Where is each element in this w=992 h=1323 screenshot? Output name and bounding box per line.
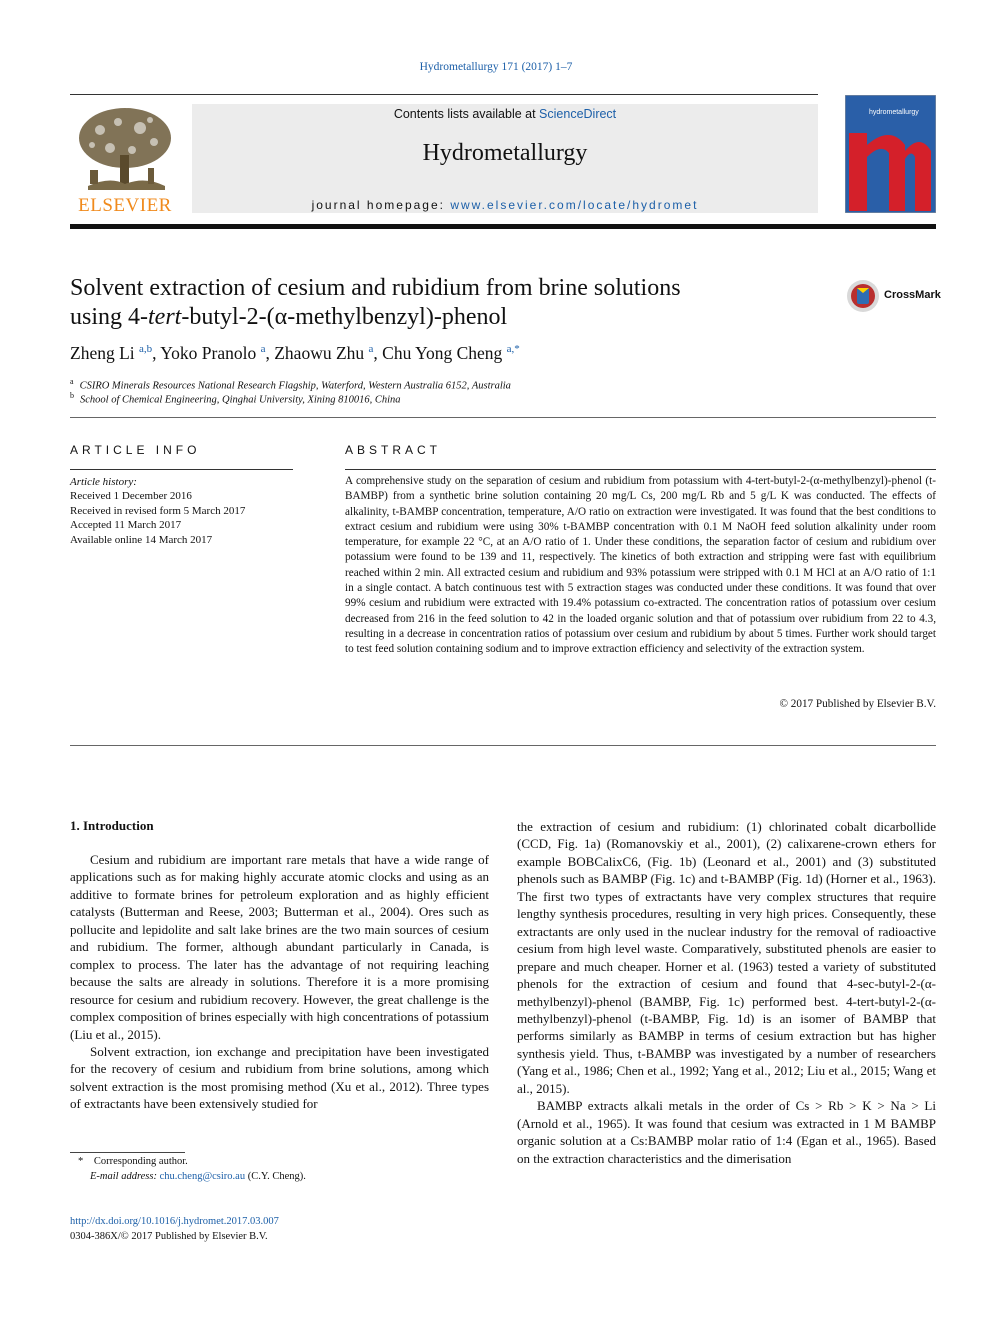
elsevier-wordmark: ELSEVIER [78, 195, 172, 216]
footnote-mark: * [78, 1156, 84, 1167]
affiliation-mark: a [70, 377, 74, 386]
section-rule [70, 745, 936, 746]
abstract-heading: ABSTRACT [345, 443, 442, 457]
body-paragraph: Solvent extraction, ion exchange and precipitation have been investigated for the recovery of cesium and rubidium from brine solutions, among which solvent extraction is the most promising method (Xu et al., 2012). Three types of extractants have been extensively studied for [70, 1043, 489, 1112]
history-entry: Received 1 December 2016 [70, 490, 192, 503]
section-heading: 1. Introduction [70, 818, 154, 833]
author-name[interactable]: Zhaowu Zhu [274, 343, 365, 363]
author-affiliation-mark[interactable]: a [260, 343, 266, 356]
doi-block [70, 1214, 490, 1244]
history-entry: Available online 14 March 2017 [70, 533, 213, 546]
affiliation-mark: b [70, 391, 74, 400]
title-line-1: Solvent extraction of cesium and rubidium from brine solutions [70, 275, 681, 301]
affiliation [70, 391, 930, 406]
author-affiliation-mark[interactable]: a,b [139, 343, 153, 356]
author-name[interactable]: Zheng Li [70, 343, 135, 363]
author-affiliation-mark[interactable]: a [368, 343, 374, 356]
journal-name: Hydrometallurgy [422, 140, 588, 166]
elsevier-logo[interactable] [70, 100, 180, 215]
article-history [70, 475, 300, 547]
body-column-right [517, 818, 936, 1167]
email-note [70, 1169, 490, 1184]
article-info-rule [70, 469, 293, 470]
doi-link[interactable]: http://dx.doi.org/10.1016/j.hydromet.2017.03.007 [70, 1216, 279, 1227]
affiliation [70, 377, 930, 392]
history-entry: Received in revised form 5 March 2017 [70, 504, 246, 517]
footnote-rule [70, 1152, 185, 1153]
body-column-left [70, 851, 489, 1113]
journal-homepage [192, 198, 818, 212]
header-rule [70, 94, 818, 95]
email-owner: (C.Y. Cheng). [245, 1171, 306, 1182]
body-paragraph: BAMBP extracts alkali metals in the order of Cs > Rb > K > Na > Li (Arnold et al., 1965). It was found that cesium was extracted in 1 M BAMBP organic solution at a Cs:BAMBP molar ratio of 1:4 (Egan et al., 1965). Based on the extraction characteristics and the dimerisation [517, 1098, 936, 1166]
abstract-rule [345, 469, 936, 470]
affiliation-text: CSIRO Minerals Resources National Research Flagship, Waterford, Western Australia 6152, Australia [79, 380, 511, 392]
journal-cover-thumbnail[interactable] [845, 95, 936, 213]
title-part-italic: tert [148, 304, 182, 330]
affiliation-text: School of Chemical Engineering, Qinghai University, Xining 810016, China [80, 394, 401, 406]
history-entry: Accepted 11 March 2017 [70, 519, 182, 532]
contents-prefix: Contents lists available at [393, 107, 540, 121]
homepage-link[interactable]: www.elsevier.com/locate/hydromet [450, 198, 699, 212]
cover-title: hydrometallurgy [869, 109, 919, 116]
contents-line [192, 107, 818, 121]
footnote-text: Corresponding author. [93, 1156, 188, 1167]
crossmark-badge[interactable] [846, 279, 946, 313]
article-info-heading: ARTICLE INFO [70, 443, 201, 457]
author-name[interactable]: Chu Yong Cheng [382, 343, 503, 363]
sciencedirect-link[interactable]: ScienceDirect [539, 107, 617, 121]
section-rule [70, 417, 936, 418]
title-part: -butyl-2-(α-methylbenzyl)-phenol [181, 304, 508, 330]
title-part: using 4- [70, 304, 148, 330]
crossmark-label: CrossMark [884, 289, 941, 301]
author-affiliation-mark[interactable]: a,* [506, 343, 520, 356]
copyright-notice: © 2017 Published by Elsevier B.V. [779, 698, 936, 710]
body-paragraph: Cesium and rubidium are important rare metals that have a wide range of applications such as for making highly accurate atomic clocks and using as an additive to formate brines for petroleum exploration and as highly efficient catalysts (Butterman and Reese, 2003; Butterman et al., 2004). Ores such as pollucite and lepidolite and salt lake brines are the two main sources of cesium and rubidium. The former, although abundant particularly in Canada, is complex to process. The later has the advantage of not requiring leaching because the salts are already in solutions. Therefore it is a more promising resource for cesium and rubidium recovery. However, the great challenge is the complex composition of brines especially with high concentrations of potassium (Liu et al., 2015). [70, 852, 489, 1042]
article-title [70, 274, 790, 332]
author-list: Zheng Li $^{a,b}$, Yoko Pranolo $^a$, Zhaowu Zhu $^a$, Chu Yong Cheng $^{a,*}$ [70, 343, 520, 363]
author-name[interactable]: Yoko Pranolo [160, 343, 257, 363]
corresponding-note [70, 1154, 490, 1169]
journal-reference[interactable]: Hydrometallurgy 171 (2017) 1–7 [419, 61, 573, 73]
homepage-prefix: journal homepage: [311, 198, 451, 212]
body-paragraph: the extraction of cesium and rubidium: (1) chlorinated cobalt dicarbollide (CCD, Fig. 1a) (Romanovskiy et al., 2001), (2) calixarene-crown ethers for example BOBCalixC6, (Fig. 1b) (Leonard et al., 2001) and (3) substituted phenols such as BAMBP (Fig. 1c) and t-BAMBP (Fig. 1d) (Horner et al., 1963). The first two types of extractants have very complex structures that require lengthy synthesis procedures, resulting in very high prices. Consequently, these extractants are only used in the nuclear industry for the removal of radioactive cesium from high level waste. Comparatively, substituted phenols are easier to prepare and much cheaper. Horner et al. (1963) tested a variety of substituted phenols for the extraction of cesium and found that 4-sec-butyl-2-(α-methylbenzyl)-phenol (BAMBP, Fig. 1c) performed best. 4-tert-butyl-2-(α-methylbenzyl)-phenol (t-BAMBP, Fig. 1d) is an isomer of BAMBP that performs similarly as BAMBP in terms of cesium extraction but has higher synthesis yield. Thus, t-BAMBP was investigated by a number of researchers (Yang et al., 1986; Chen et al., 1992; Yang et al., 2012; Liu et al., 2015; Wang et al., 2015). [517, 819, 936, 1096]
email-label: E-mail address: [90, 1171, 160, 1182]
email-link[interactable]: chu.cheng@csiro.au [159, 1171, 246, 1182]
title-line-2 [70, 303, 790, 332]
history-label: Article history: [70, 476, 137, 488]
crossmark-icon [846, 279, 880, 313]
abstract-text: A comprehensive study on the separation of cesium and rubidium from potassium with 4-tert-butyl-2-(α-methylbenzyl)-phenol (t-BAMBP) from a synthetic brine solution containing 20 mg/L Cs, 200 mg/L Rb and 5 g/L K was conducted. The effects of alkalinity, t-BAMBP concentration, temperature, A/O ratio on extraction were investigated. It was found that the best conditions to extract cesium and rubidium were using 30% t-BAMBP concentration with 0.1 M NaOH feed solution alkalinity under room temperature, for example 22 °C, at an A/O ratio of 1. Under these conditions, the separation factor of cesium and rubidium over potassium were found to be 139 and 11, respectively. The kinetics of both extraction and stripping were fast with equilibrium reached within 2 min. All extracted cesium and rubidium and 93% potassium were stripped with 0.1 M HCl at an A/O ratio of 1:1 in a single contact. A batch continuous test with 5 extraction stages was conducted under these conditions. It was found that over 99% cesium and rubidium were extracted with 19.4% potassium co-extracted. The concentration ratios of potassium over cesium decreased from 216 in the feed solution to 42 in the loaded organic solution and that of potassium over rubidium from 22 to 4.3, resulting in a decrease in concentration ratios of potassium over cesium and rubidium by about 5 times. Further work should target to test feed solution containing sodium and to improve extraction efficiency and selectivity of the extraction system. [345, 475, 936, 656]
header-thick-rule [70, 224, 936, 229]
issn-line: 0304-386X/© 2017 Published by Elsevier B.V. [70, 1231, 268, 1242]
footnotes [70, 1154, 490, 1184]
